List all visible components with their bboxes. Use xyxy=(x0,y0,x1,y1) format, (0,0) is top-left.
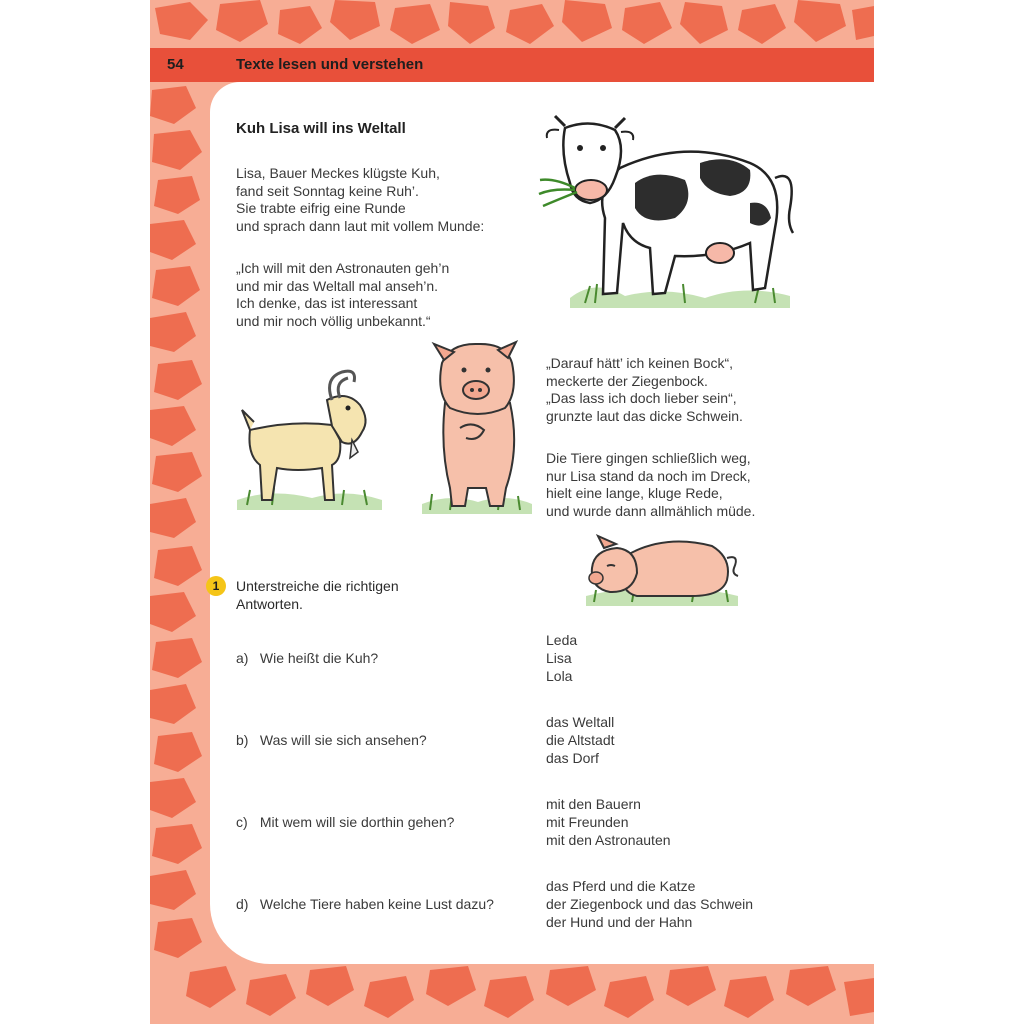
poem-line: und mir das Weltall mal anseh’n. xyxy=(236,277,439,294)
poem-line: Lisa, Bauer Meckes klügste Kuh, xyxy=(236,165,440,181)
poem-line: Die Tiere gingen schließlich weg, xyxy=(546,450,751,466)
answer-option[interactable]: Leda xyxy=(546,632,578,648)
answer-option[interactable]: das Dorf xyxy=(546,750,599,766)
lying-pig-icon xyxy=(582,528,742,610)
answers-c xyxy=(546,795,671,849)
answers-b xyxy=(546,713,615,767)
section-title: Texte lesen und verstehen xyxy=(236,56,424,73)
question-letter: b) xyxy=(236,732,249,748)
answers-d xyxy=(546,877,753,931)
answer-option[interactable]: mit Freunden xyxy=(546,814,629,830)
poem-line: und wurde dann allmählich müde. xyxy=(546,502,756,519)
question-text: Mit wem will sie dorthin gehen? xyxy=(259,814,455,830)
poem-title: Kuh Lisa will ins Weltall xyxy=(236,120,406,137)
poem-line: meckerte der Ziegenbock. xyxy=(546,372,708,389)
poem-line: grunzte laut das dicke Schwein. xyxy=(546,407,743,424)
question-text: Was will sie sich ansehen? xyxy=(259,732,427,748)
answer-option[interactable]: der Hund und der Hahn xyxy=(546,914,693,930)
question-letter: a) xyxy=(236,650,249,666)
poem-line: Ich denke, das ist interessant xyxy=(236,295,418,311)
poem-line: Sie trabte eifrig eine Runde xyxy=(236,200,406,216)
task-instruction-line: Unterstreiche die richtigen xyxy=(236,578,399,594)
poem-line: nur Lisa stand da noch im Dreck, xyxy=(546,467,751,484)
question-c xyxy=(236,814,454,830)
question-b xyxy=(236,732,427,748)
standing-pig-icon xyxy=(420,338,535,518)
question-letter: d) xyxy=(236,896,249,912)
poem-line: fand seit Sonntag keine Ruh’. xyxy=(236,182,419,199)
task-instruction xyxy=(236,577,399,613)
poem-line: und sprach dann laut mit vollem Munde: xyxy=(236,217,485,234)
answer-option[interactable]: das Weltall xyxy=(546,714,615,730)
poem-line: hielt eine lange, kluge Rede, xyxy=(546,485,723,501)
page-number: 54 xyxy=(167,56,184,73)
poem-line: „Das lass ich doch lieber sein“, xyxy=(546,390,737,406)
question-text: Welche Tiere haben keine Lust dazu? xyxy=(259,896,494,912)
question-text: Wie heißt die Kuh? xyxy=(259,650,379,666)
goat-icon xyxy=(232,360,387,515)
answer-option[interactable]: mit den Bauern xyxy=(546,796,641,812)
question-d xyxy=(236,896,494,912)
poem-stanza-1 xyxy=(236,165,484,235)
question-letter: c) xyxy=(236,814,248,830)
poem-stanza-3 xyxy=(546,355,743,425)
question-a xyxy=(236,650,378,666)
answer-option[interactable]: der Ziegenbock und das Schwein xyxy=(546,896,754,912)
poem-line: „Darauf hätt’ ich keinen Bock“, xyxy=(546,355,734,371)
answer-option[interactable]: mit den Astronauten xyxy=(546,832,671,848)
poem-stanza-2 xyxy=(236,260,449,330)
poem-stanza-4 xyxy=(546,450,755,520)
poem-line: „Ich will mit den Astronauten geh’n xyxy=(236,260,450,276)
poem-line: und mir noch völlig unbekannt.“ xyxy=(236,312,431,329)
answers-a xyxy=(546,631,577,685)
task-instruction-line: Antworten. xyxy=(236,596,303,612)
answer-option[interactable]: Lisa xyxy=(546,650,572,666)
task-number-badge: 1 xyxy=(206,576,226,596)
answer-option[interactable]: die Altstadt xyxy=(546,732,615,748)
answer-option[interactable]: Lola xyxy=(546,668,573,684)
cow-icon xyxy=(535,108,805,318)
answer-option[interactable]: das Pferd und die Katze xyxy=(546,878,696,894)
